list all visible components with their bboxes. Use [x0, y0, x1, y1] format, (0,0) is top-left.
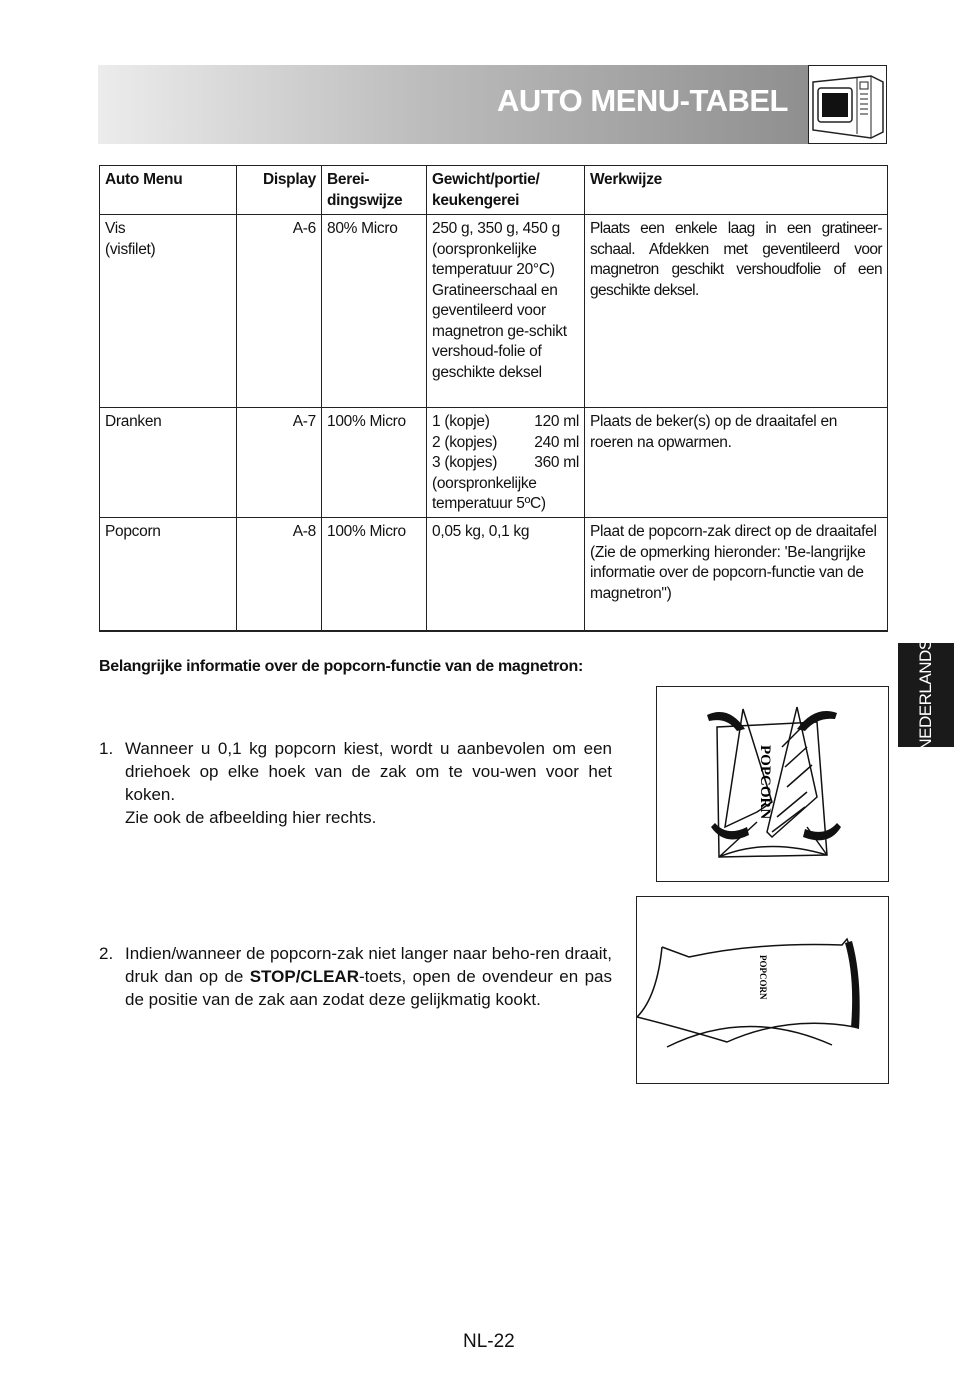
text: Indien/wanneer de popcorn-zak niet langer naar beho-ren draait, druk dan op de: [125, 944, 612, 986]
table-row: [100, 518, 888, 631]
weight-note: (oorspronkelijke temperatuur 5ºC): [432, 474, 546, 512]
item-number: 2.: [99, 944, 114, 963]
item-number: 1.: [99, 739, 114, 758]
key-name: STOP/CLEAR: [249, 967, 359, 986]
cell-weight: 250 g, 350 g, 450 g (oorspronkelijke temperatuur 20°C) Gratineerschaal en geventileerd voor magnetron ge-schikt vershoud-folie of geschikte deksel: [427, 215, 585, 408]
cell-method: Plaats de beker(s) op de draaitafel en roeren na opwarmen.: [585, 408, 888, 518]
col-header: Auto Menu: [100, 166, 237, 215]
popcorn-note-title: Belangrijke informatie over de popcorn-functie van de magnetron:: [99, 658, 583, 675]
cell-display: A-8: [237, 518, 322, 631]
cell-mode: 100% Micro: [322, 518, 427, 631]
item-text: Wanneer u 0,1 kg popcorn kiest, wordt u aanbevolen om een driehoek op elke hoek van de zak om te vou-wen voor het koken.: [125, 739, 612, 804]
item-text: [125, 942, 612, 1011]
cell-mode: 80% Micro: [322, 215, 427, 408]
table-row: [100, 215, 888, 408]
figure-folded-bag: [656, 686, 889, 882]
cell-menu: Vis (visfilet): [100, 215, 237, 408]
instruction-2: [99, 942, 612, 1011]
cell-display: A-7: [237, 408, 322, 518]
col-header: Berei- dingswijze: [322, 166, 427, 215]
col-header: Display: [237, 166, 322, 215]
cell-method: Plaat de popcorn-zak direct op de draaitafel (Zie de opmerking hieronder: 'Be-langrijke informatie over de popcorn-functie van de magnetron"): [585, 518, 888, 631]
auto-menu-table: [99, 165, 888, 632]
col-header: Gewicht/portie/ keukengerei: [427, 166, 585, 215]
cell-weight: [427, 408, 585, 518]
language-tab: [898, 639, 954, 751]
cell-method: Plaats een enkele laag in een gratineer-schaal. Afdekken met geventileerd voor magnetron geschikt vershoudfolie of een geschikte deksel.: [585, 215, 888, 408]
col-header: Werkwijze: [585, 166, 888, 215]
bag-label: POPCORN: [757, 745, 773, 820]
table-header-row: [100, 166, 888, 215]
bag-label: POPCORN: [758, 955, 768, 1000]
qty: 3 (kopjes): [432, 454, 498, 471]
cell-weight: 0,05 kg, 0,1 kg: [427, 518, 585, 631]
qty: 1 (kopje): [432, 413, 490, 430]
figure-bag-position: [636, 896, 889, 1084]
volume: 120 ml: [534, 413, 579, 430]
instruction-1: [99, 737, 612, 829]
cell-display: A-6: [237, 215, 322, 408]
language-label: NEDERLANDS: [916, 639, 935, 751]
qty: 2 (kopjes): [432, 433, 498, 451]
text: -toets, open de ovendeur en pas de positie van de zak aan zodat deze gelijkmatig kookt.: [125, 967, 612, 1009]
cell-menu: Popcorn: [100, 518, 237, 631]
cell-mode: 100% Micro: [322, 408, 427, 518]
cell-menu: Dranken: [100, 408, 237, 518]
volume: 360 ml: [534, 454, 579, 471]
page-title: AUTO MENU-TABEL: [497, 83, 788, 118]
table-row: [100, 408, 888, 518]
item-text: Zie ook de afbeelding hier rechts.: [125, 808, 377, 827]
volume: 240 ml: [534, 433, 579, 451]
title-banner: [98, 65, 808, 144]
page-number: NL-22: [463, 1331, 515, 1352]
microwave-icon: [808, 65, 887, 144]
